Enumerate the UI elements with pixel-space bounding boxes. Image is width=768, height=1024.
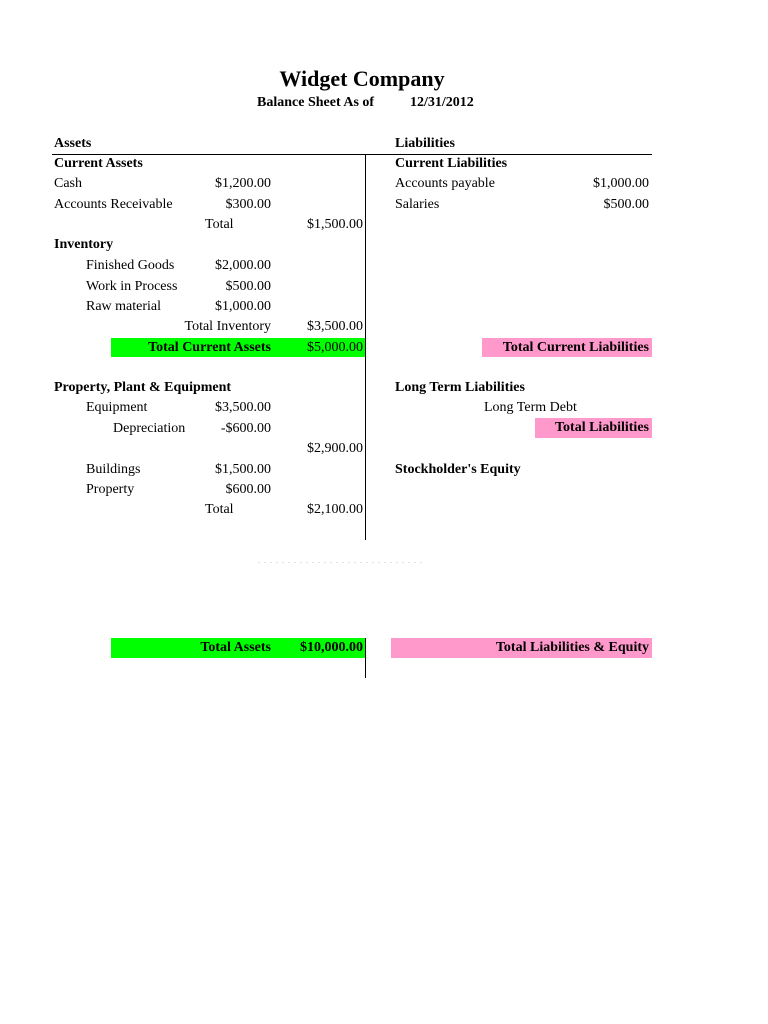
inventory-item-label: Finished Goods	[86, 258, 175, 273]
ppe-total-label: Total	[205, 502, 234, 517]
depreciation-label: Depreciation	[113, 421, 186, 436]
column-divider-top	[365, 155, 366, 540]
inventory-heading: Inventory	[54, 237, 114, 252]
total-assets-value: $10,000.00	[300, 640, 363, 655]
inventory-item-value: $500.00	[225, 279, 271, 294]
inventory-item-label: Work in Process	[86, 279, 178, 294]
stockholders-equity-heading: Stockholder's Equity	[395, 462, 521, 477]
accounts-payable-label: Accounts payable	[395, 176, 495, 191]
salaries-value: $500.00	[603, 197, 649, 212]
salaries-label: Salaries	[395, 197, 440, 212]
column-divider-bottom	[365, 638, 366, 678]
total-liabilities-equity-label: Total Liabilities & Equity	[495, 640, 649, 655]
property-label: Property	[86, 482, 135, 497]
total-liabilities-label: Total Liabilities	[554, 420, 649, 435]
current-subtotal-label: Total	[205, 217, 234, 232]
property-value: $600.00	[225, 482, 271, 497]
current-liabilities-heading: Current Liabilities	[395, 156, 508, 171]
inventory-item-value: $1,000.00	[215, 299, 271, 314]
ppe-heading: Property, Plant & Equipment	[54, 380, 232, 395]
total-inventory-label: Total Inventory	[184, 319, 271, 334]
depreciation-value: -$600.00	[220, 421, 271, 436]
buildings-label: Buildings	[86, 462, 141, 477]
faint-footer-text: . . . . . . . . . . . . . . . . . . . . . . . . . . . .	[258, 556, 423, 565]
accounts-payable-value: $1,000.00	[593, 176, 649, 191]
total-assets-label: Total Assets	[200, 640, 271, 655]
total-current-liabilities-label: Total Current Liabilities	[502, 340, 649, 355]
total-inventory-value: $3,500.00	[307, 319, 363, 334]
assets-heading: Assets	[54, 136, 92, 151]
equipment-label: Equipment	[86, 400, 148, 415]
balance-sheet-subtitle: Balance Sheet As of	[257, 95, 375, 110]
balance-sheet-date: 12/31/2012	[410, 95, 474, 110]
long-term-debt-label: Long Term Debt	[484, 400, 577, 415]
cash-value: $1,200.00	[215, 176, 271, 191]
accounts-receivable-value: $300.00	[225, 197, 271, 212]
inventory-item-value: $2,000.00	[215, 258, 271, 273]
current-subtotal-value: $1,500.00	[307, 217, 363, 232]
liabilities-heading: Liabilities	[395, 136, 455, 151]
total-current-assets-value: $5,000.00	[307, 340, 363, 355]
buildings-value: $1,500.00	[215, 462, 271, 477]
company-title: Widget Company	[279, 66, 445, 91]
long-term-liabilities-heading: Long Term Liabilities	[395, 380, 525, 395]
accounts-receivable-label: Accounts Receivable	[54, 197, 173, 212]
net-equipment-value: $2,900.00	[307, 441, 363, 456]
cash-label: Cash	[54, 176, 82, 191]
inventory-item-label: Raw material	[86, 299, 162, 314]
equipment-value: $3,500.00	[215, 400, 271, 415]
total-current-assets-label: Total Current Assets	[148, 340, 271, 355]
current-assets-heading: Current Assets	[54, 156, 143, 171]
ppe-total-value: $2,100.00	[307, 502, 363, 517]
